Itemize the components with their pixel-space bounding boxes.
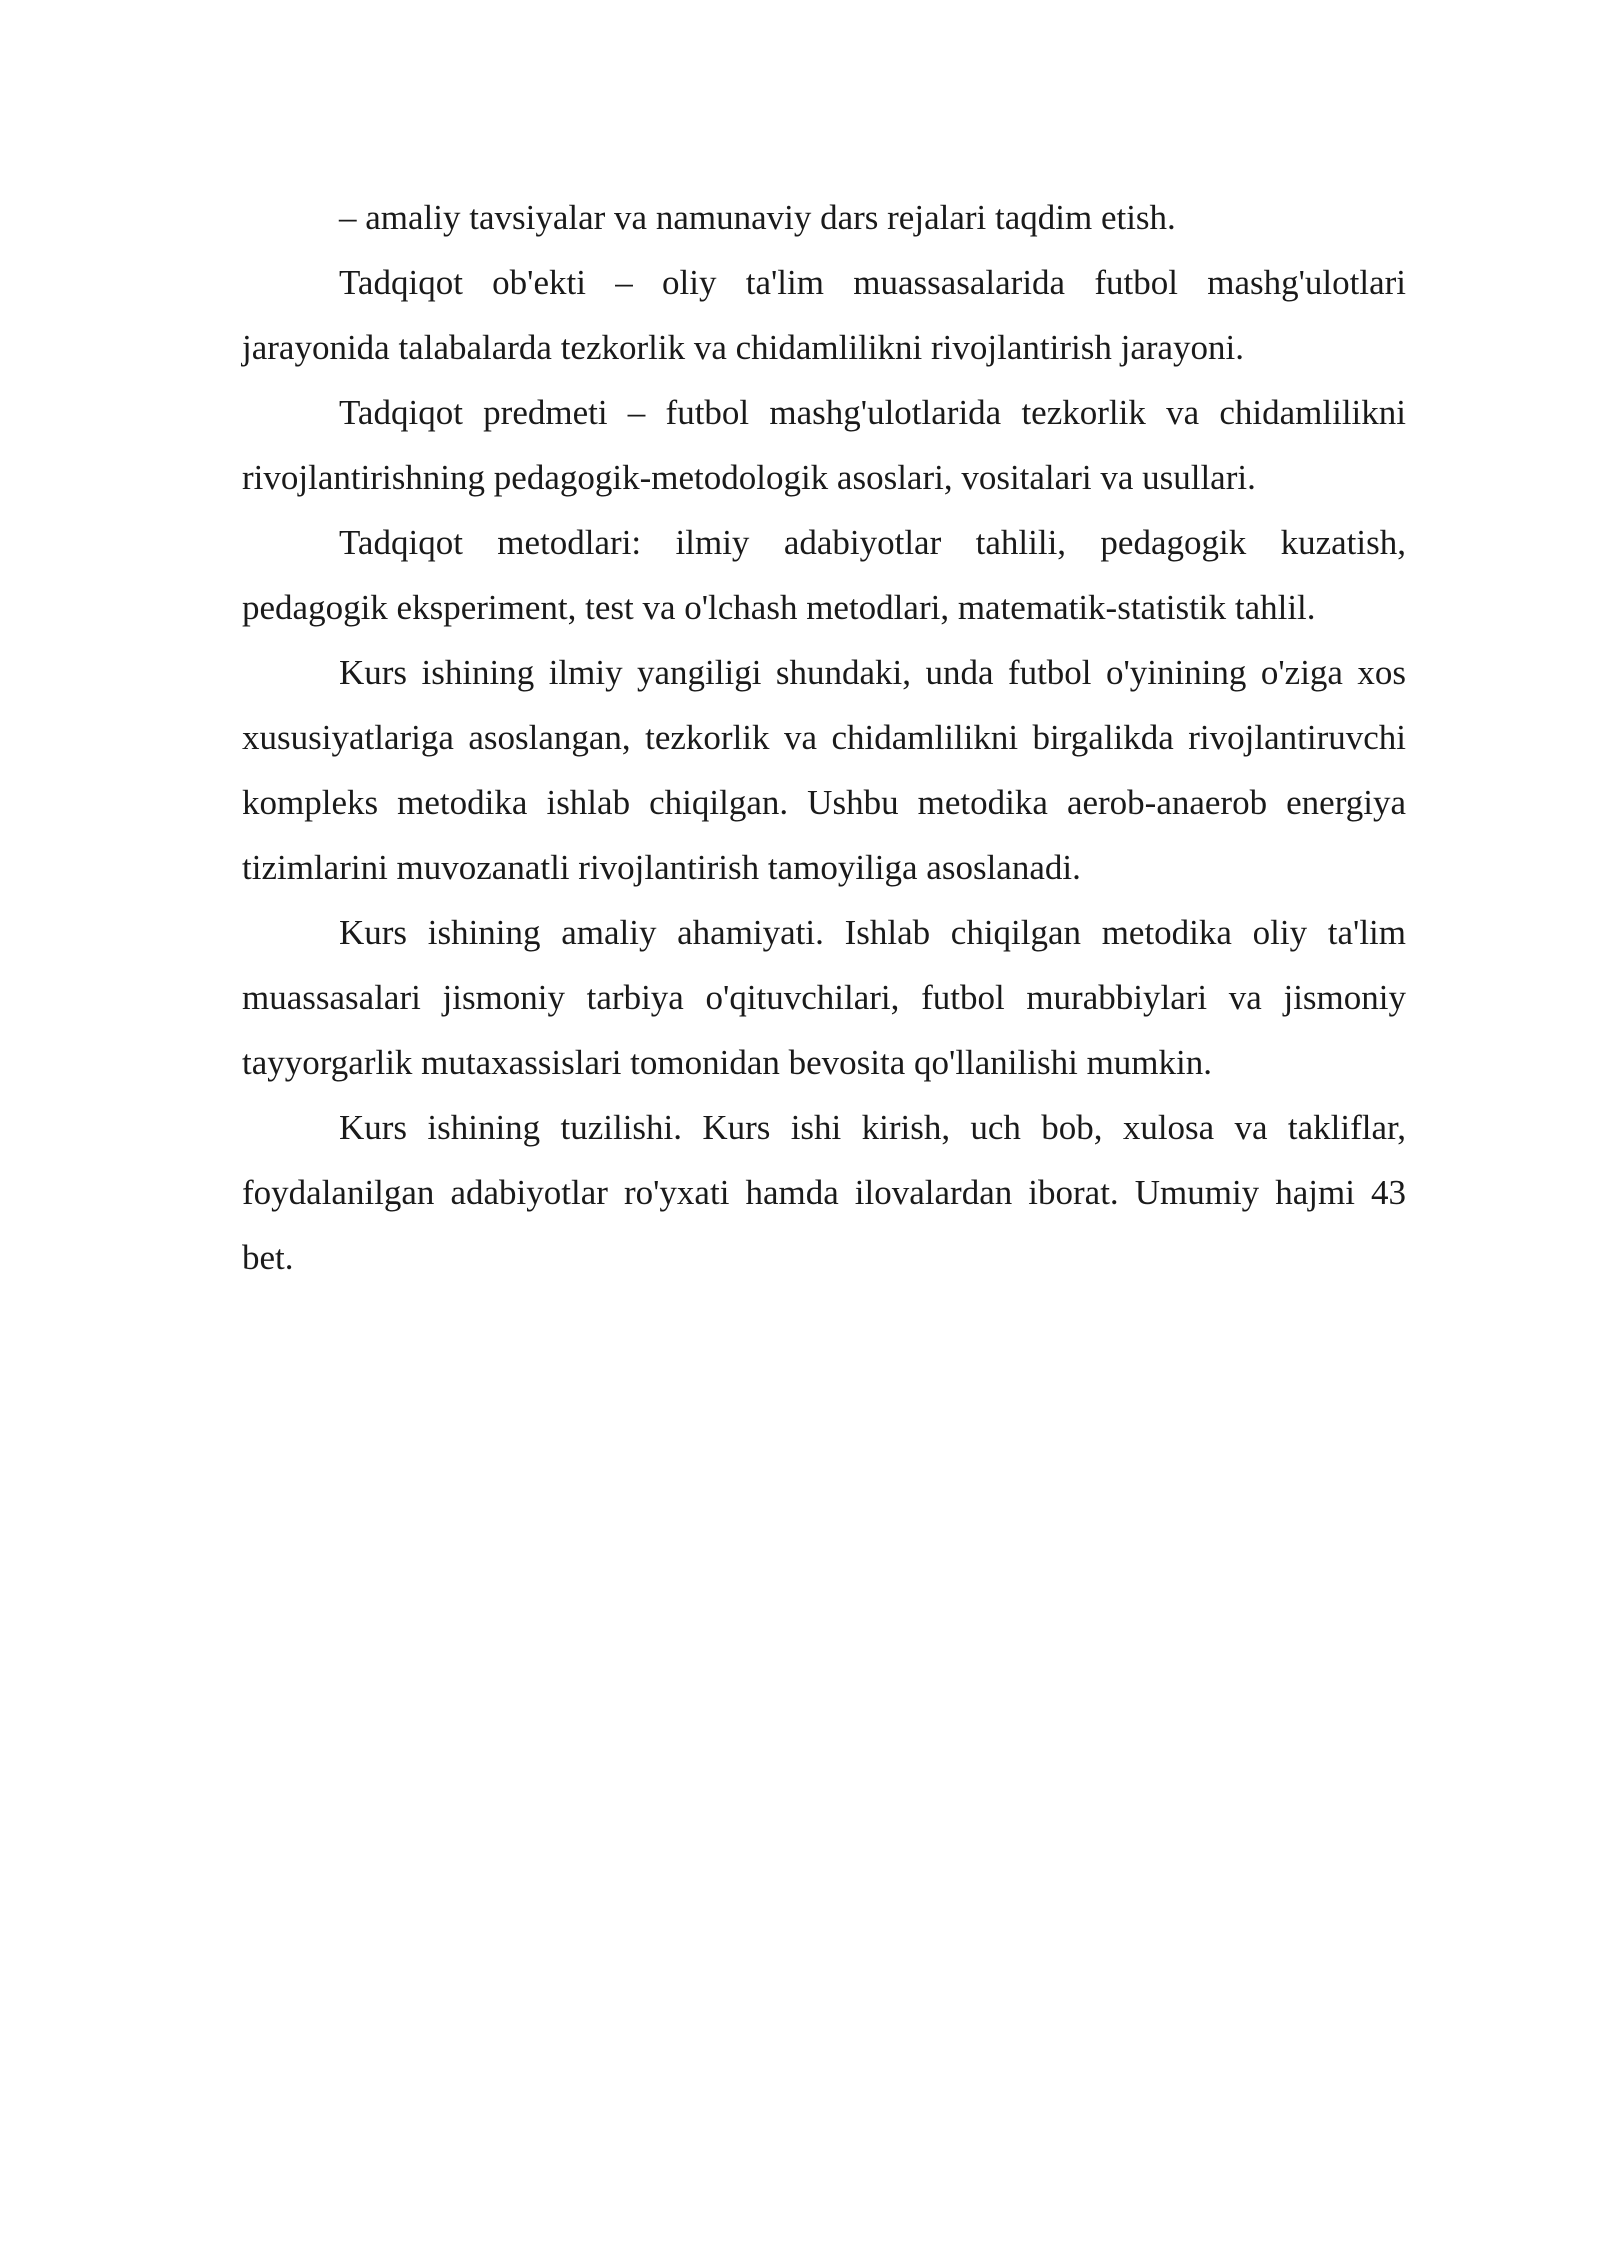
paragraph-research-methods: Tadqiqot metodlari: ilmiy adabiyotlar tahlili, pedagogik kuzatish, pedagogik eksperiment, test va o'lchash metodlari, matematik-statistik tahlil. xyxy=(242,523,1406,627)
paragraph-scientific-novelty: Kurs ishining ilmiy yangiligi shundaki, unda futbol o'yinining o'ziga xos xususiyatlariga asoslangan, tezkorlik va chidamlilikni birgalikda rivojlantiruvchi kompleks metodika ishlab chiqilgan. Ushbu metodika aerob-anaerob energiya tizimlarini muvozanatli rivojlantirish tamoyiliga asoslanadi. xyxy=(242,653,1406,887)
paragraph-research-subject: Tadqiqot predmeti – futbol mashg'ulotlarida tezkorlik va chidamlilikni rivojlantirishning pedagogik-metodologik asoslari, vositalari va usullari. xyxy=(242,393,1406,497)
document-body xyxy=(242,185,1406,1290)
paragraph-structure: Kurs ishining tuzilishi. Kurs ishi kirish, uch bob, xulosa va takliflar, foydalanilgan adabiyotlar ro'yxati hamda ilovalardan iborat. Umumiy hajmi 43 bet. xyxy=(242,1108,1406,1277)
paragraph-practical-significance: Kurs ishining amaliy ahamiyati. Ishlab chiqilgan metodika oliy ta'lim muassasalari jismoniy tarbiya o'qituvchilari, futbol murabbiylari va jismoniy tayyorgarlik mutaxassislari tomonidan bevosita qo'llanilishi mumkin. xyxy=(242,913,1406,1082)
paragraph-research-object: Tadqiqot ob'ekti – oliy ta'lim muassasalarida futbol mashg'ulotlari jarayonida talabalarda tezkorlik va chidamlilikni rivojlantirish jarayoni. xyxy=(242,263,1406,367)
paragraph-recommendations: – amaliy tavsiyalar va namunaviy dars rejalari taqdim etish. xyxy=(339,198,1176,237)
